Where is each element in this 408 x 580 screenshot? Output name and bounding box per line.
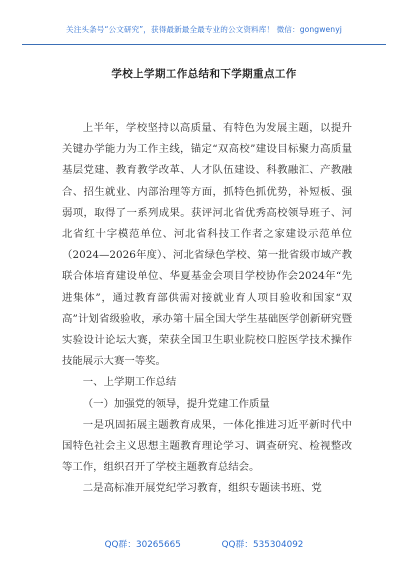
- body-paragraph: 一是巩固拓展主题教育成果，一体化推进习近平新时代中国特色社会主义思想主题教育理论学习、调查研究、检视整改等工作，组织召开了学校主题教育总结会。: [62, 418, 352, 474]
- footer-qq-group-2: QQ群：535304092: [221, 540, 304, 550]
- page-header: [22, 18, 386, 45]
- body-paragraph: 二是高标准开展党纪学习教育，组织专题读书班、党: [82, 482, 322, 495]
- page-footer: [0, 537, 408, 550]
- footer-qq-group-1: QQ群：30265665: [104, 540, 181, 550]
- header-promo-text: 关注头条号“公文研究”，获得最新最全最专业的公文资料库！ 微信：gongwenyj: [66, 25, 342, 34]
- document-title: 学校上学期工作总结和下学期重点工作: [111, 68, 297, 80]
- document-body: [62, 118, 352, 500]
- body-paragraph: 上半年，学校坚持以高质量、有特色为发展主题，以提升关键办学能力为工作主线，锚定“双高校”建设目标聚力高质量基层党建、教育教学改革、人才队伍建设、科教融汇、产教融合、招生就业、内部治理等方面，抓特色抓优势，补短板、强弱项，取得了一系列成果。获评河北省优秀高校领导班子、河北省红十字模范单位、河北省科技工作者之家建设示范单位（2024—2026年度）、河北省绿色学校、第一批省级市域产教联合体培育建设单位、华夏基金会项目学校协作会2024年“先进集体”，通过教育部供需对接就业育人项目验收和国家“双高”计划省级验收，承办第十届全国大学生基础医学创新研究暨实验设计论坛大赛，荣获全国卫生职业院校口腔医学技术操作技能展示大赛一等奖。: [62, 122, 352, 368]
- section-heading: 一、上学期工作总结: [82, 376, 177, 389]
- subsection-heading: （一）加强党的领导，提升党建工作质量: [82, 397, 270, 410]
